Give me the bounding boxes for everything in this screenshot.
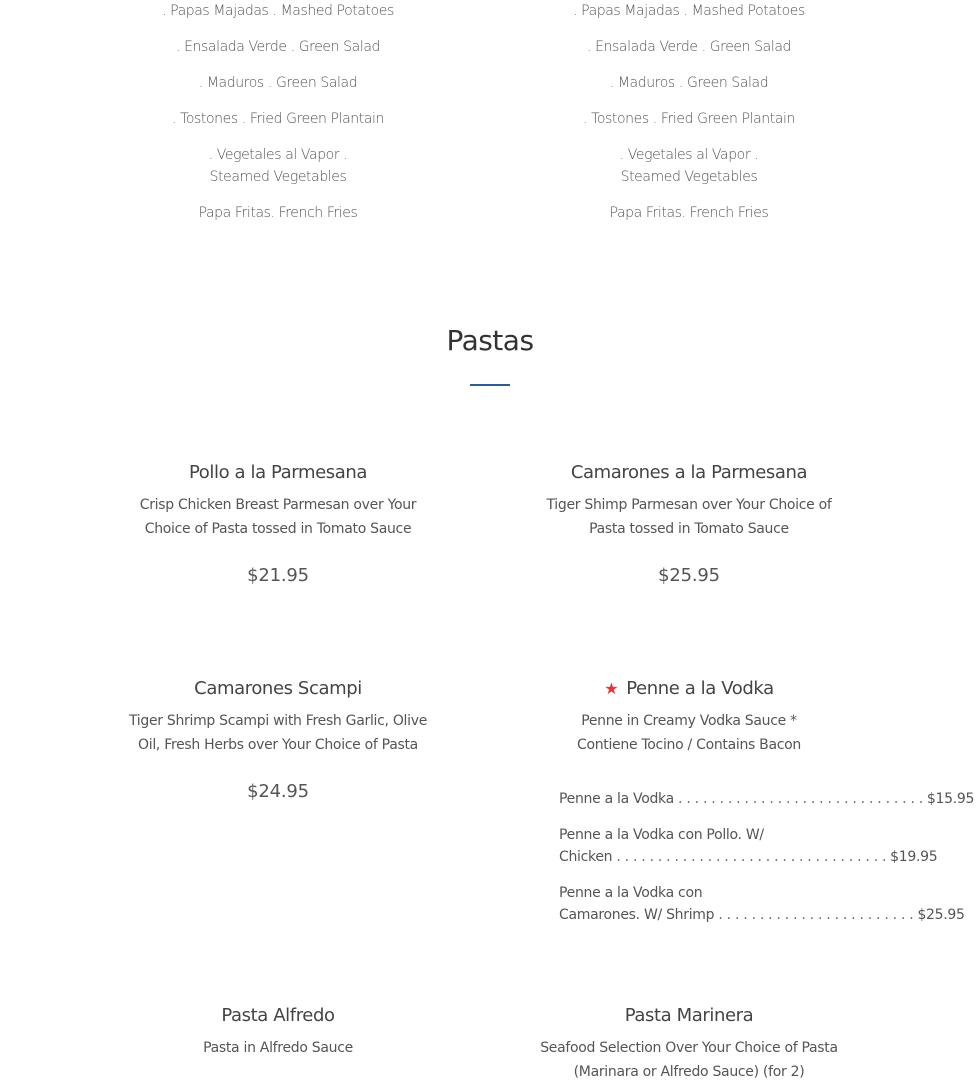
item-name-row [539, 675, 839, 703]
side-item: . Papas Majadas . Mashed Potatoes [162, 3, 394, 19]
menu-item-penne-vodka [539, 675, 839, 757]
menu-item-pasta-alfredo [128, 1002, 428, 1060]
side-item: . Tostones . Fried Green Plantain [582, 111, 795, 127]
price-option-row [559, 788, 975, 810]
side-item: . Vegetales al Vapor . Steamed Vegetables [619, 147, 759, 185]
side-item: . Ensalada Verde . Green Salad [586, 39, 791, 55]
item-price: $25.95 [658, 565, 720, 586]
item-price: $21.95 [247, 565, 309, 586]
option-label: Penne a la Vodka [559, 791, 674, 807]
item-name: Pasta Alfredo [221, 1005, 335, 1026]
option-label: Penne a la Vodka con Pollo. W/ [559, 827, 764, 843]
side-item: Papa Fritas. French Fries [198, 205, 358, 221]
menu-item-pollo-parmesana [128, 459, 428, 586]
item-name: Camarones a la Parmesana [570, 462, 808, 483]
menu-item-camarones-parmesana [539, 459, 839, 586]
item-name: Camarones Scampi [194, 678, 362, 699]
side-item: . Tostones . Fried Green Plantain [171, 111, 384, 127]
sides-right-column [539, 0, 839, 238]
option-price: $19.95 [890, 849, 938, 865]
item-name: Penne a la Vodka [626, 678, 774, 699]
dot-leader: . . . . . . . . . . . . . . . . . . . . . . . . [714, 907, 914, 923]
dot-leader: . . . . . . . . . . . . . . . . . . . . . . . . . . . . . . [673, 791, 923, 807]
item-description: Tiger Shrimp Scampi with Fresh Garlic, Olive Oil, Fresh Herbs over Your Choice of Pasta [128, 713, 428, 753]
item-description: Tiger Shimp Parmesan over Your Choice of Pasta tossed in Tomato Sauce [546, 497, 832, 537]
price-option-row [559, 824, 938, 868]
item-description: Seafood Selection Over Your Choice of Pasta (Marinara or Alfredo Sauce) (for 2) [540, 1040, 838, 1080]
section-divider [470, 384, 510, 386]
option-label: Penne a la Vodka con [559, 885, 703, 901]
side-item: . Papas Majadas . Mashed Potatoes [573, 3, 805, 19]
option-label: Camarones. W/ Shrimp [559, 907, 715, 923]
option-price: $25.95 [917, 907, 965, 923]
menu-item-pasta-marinera [539, 1002, 839, 1084]
item-description: Crisp Chicken Breast Parmesan over Your Choice of Pasta tossed in Tomato Sauce [139, 497, 417, 537]
section-title: Pastas [446, 324, 534, 357]
price-option-row [559, 882, 965, 926]
menu-item-camarones-scampi [128, 675, 428, 802]
side-item: . Maduros . Green Salad [609, 75, 769, 91]
side-item: . Ensalada Verde . Green Salad [175, 39, 380, 55]
star-icon: ★ [604, 679, 619, 698]
item-name: Pasta Marinera [624, 1005, 754, 1026]
item-name: Pollo a la Parmesana [188, 462, 368, 483]
option-price: $15.95 [926, 791, 975, 807]
side-item: . Vegetales al Vapor . Steamed Vegetables [208, 147, 348, 185]
dot-leader: . . . . . . . . . . . . . . . . . . . . . . . . . . . . . . . . . [612, 849, 887, 865]
side-item: . Maduros . Green Salad [198, 75, 358, 91]
vodka-price-options [559, 788, 975, 926]
option-label: Chicken [559, 849, 613, 865]
item-description: Penne in Creamy Vodka Sauce * Contiene Tocino / Contains Bacon [576, 713, 802, 753]
side-item: Papa Fritas. French Fries [609, 205, 769, 221]
item-price: $24.95 [247, 781, 309, 802]
sides-left-column [128, 0, 428, 238]
item-description: Pasta in Alfredo Sauce [203, 1040, 353, 1056]
